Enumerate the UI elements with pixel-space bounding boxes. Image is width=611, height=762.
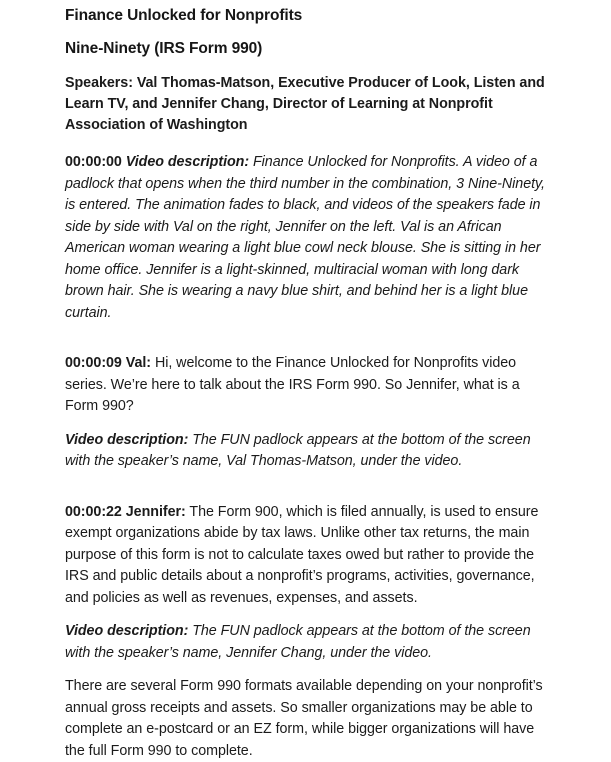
cue-timestamp: 00:00:09 [65,355,122,371]
transcript-cue-video-description-intro [65,152,547,324]
transcript-cue-jennifer-0022 [65,502,547,610]
cue-paragraph [65,502,547,610]
cue-body-text: The Form 900, which is filed annually, is used to ensure exempt organizations abide by tax laws. Unlike other tax returns, the main purpose of this form is not to calculate taxes owed but rather to provide the IRS and public details about a nonprofit’s programs, activities, governance, and policies as well as revenues, expenses, and assets. [65,503,539,606]
page-subtitle: Nine-Ninety (IRS Form 990) [65,40,263,57]
transcript-cue-val-0009 [65,353,547,418]
cue-body-text: Finance Unlocked for Nonprofits. A video of a padlock that opens when the third number in the combination, 3 Nine-Ninety, is entered. The animation fades to black, and videos of the speakers fade in side by side with Val on the right, Jennifer on the left. Val is an African American woman wearing a light blue cowl neck blouse. She is sitting in her home office. Jennifer is a light-skinned, multiracial woman with long dark brown hair. She is wearing a navy blue shirt, and behind her is a light blue curtain. [65,154,545,321]
video-description-label: Video description: [65,623,189,639]
cue-paragraph [65,621,547,664]
video-description-label: Video description: [65,431,189,448]
cue-body-text: There are several Form 990 formats available depending on your nonprofit’s annual gross receipts and assets. So smaller organizations may be able to complete an e-postcard or an EZ form, while bigger organizations will have the full Form 990 to complete. [65,678,543,759]
cue-speaker-name: Jennifer: [125,503,186,520]
cue-timestamp: 00:00:22 [65,503,122,520]
cue-paragraph [65,430,547,473]
cue-body-text: The FUN padlock appears at the bottom of the screen with the speaker’s name, Val Thomas-Matson, under the video. [65,431,531,469]
cue-body-text: Hi, welcome to the Finance Unlocked for Nonprofits video series. We’re here to talk about the IRS Form 990. So Jennifer, what is a Form 990? [65,355,520,414]
cue-paragraph [65,152,547,324]
transcript-cue-video-description-val [65,430,547,473]
video-description-label: Video description: [125,154,250,170]
speakers-line: Speakers: Val Thomas-Matson, Executive Producer of Look, Listen and Learn TV, and Jennifer Chang, Director of Learning at Nonprofit Association of Washington [65,75,545,133]
cue-body-text: The FUN padlock appears at the bottom of the screen with the speaker’s name, Jennifer Chang, under the video. [65,623,531,661]
cue-speaker-name: Val: [125,355,152,371]
cue-paragraph [65,353,547,418]
cue-timestamp: 00:00:00 [65,154,122,170]
page-title: Finance Unlocked for Nonprofits [65,7,303,24]
transcript-cue-form-990-formats [65,676,547,762]
transcript-cue-video-description-jennifer [65,621,547,664]
